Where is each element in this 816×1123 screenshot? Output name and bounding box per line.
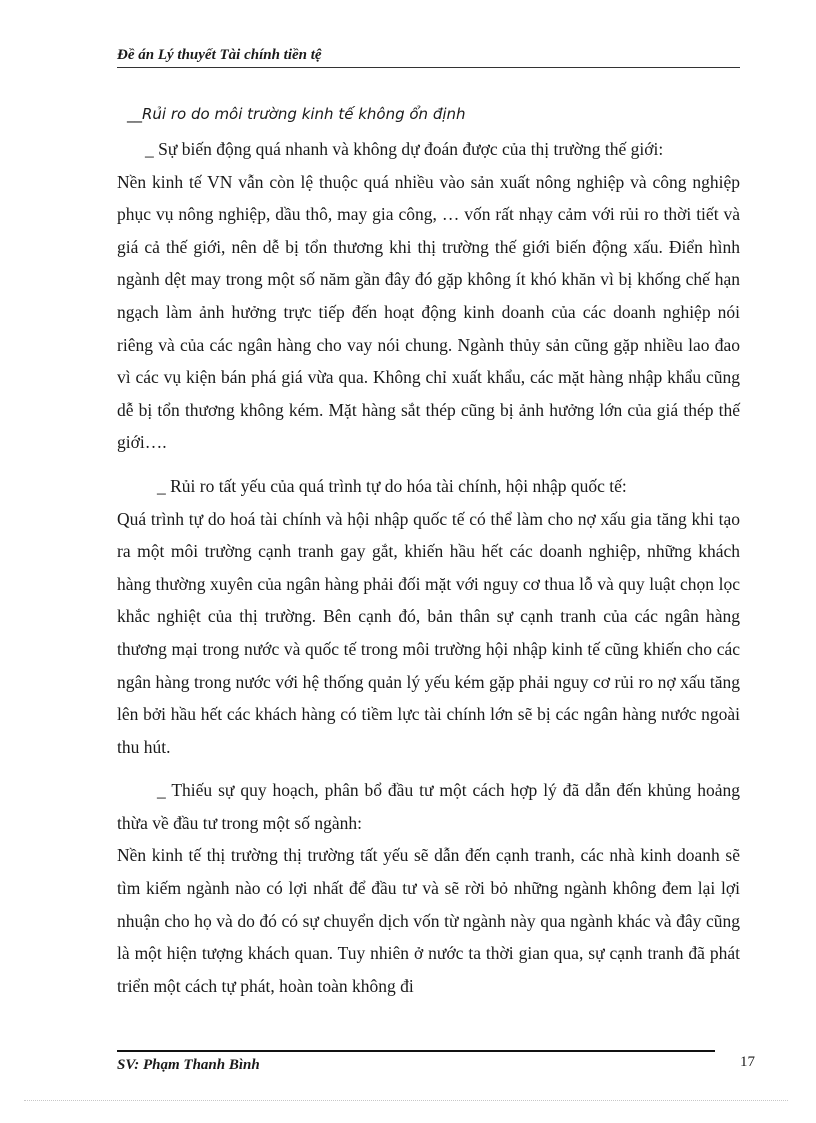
header-rule bbox=[117, 67, 740, 68]
item-3-text: Nền kinh tế thị trường thị trường tất yếu sẽ dẫn đến cạnh tranh, các nhà kinh doanh sẽ tìm kiếm ngành nào có lợi nhất để đầu tư và sẽ rời bỏ những ngành không đem lại lợi nhuận cho họ và do đó có sự chuyển dịch vốn từ ngành này qua ngành khác và đây cũng là một hiện tượng khách quan. Tuy nhiên ở nước ta thời gian qua, sự cạnh tranh đã phát triển một cách tự phát, hoàn toàn không đi bbox=[117, 845, 740, 996]
item-3-heading: _ Thiếu sự quy hoạch, phân bổ đầu tư một cách hợp lý đã dẫn đến khủng hoảng thừa về đầu tư trong một số ngành: bbox=[117, 780, 740, 833]
item-2-text: Quá trình tự do hoá tài chính và hội nhập quốc tế có thể làm cho nợ xấu gia tăng khi tạo ra một môi trường cạnh tranh gay gắt, khiến hầu hết các doanh nghiệp, những khách hàng thường xuyên của ngân hàng phải đối mặt với nguy cơ thua lỗ và quy luật chọn lọc khắc nghiệt của thị trường. Bên cạnh đó, bản thân sự cạnh tranh của các ngân hàng thương mại trong nước và quốc tế trong môi trường hội nhập kinh tế cũng khiến cho các ngân hàng trong nước với hệ thống quản lý yếu kém gặp phải nguy cơ rủi ro nợ xấu tăng lên bởi hầu hết các khách hàng có tiềm lực tài chính lớn sẽ bị các ngân hàng nước ngoài thu hút. bbox=[117, 508, 740, 757]
item-1-heading: _ Sự biến động quá nhanh và không dự đoán được của thị trường thế giới: bbox=[145, 139, 664, 159]
page-number: 17 bbox=[740, 1054, 755, 1070]
item-1-text: Nền kinh tế VN vẫn còn lệ thuộc quá nhiều vào sản xuất nông nghiệp và công nghiệp phục vụ nông nghiệp, dầu thô, may gia công, … vốn rất nhạy cảm với rủi ro thời tiết và giá cả thế giới, nên dễ bị tổn thương khi thị trường thế giới biến động xấu. Điển hình ngành dệt may trong một số năm gần đây đó gặp không ít khó khăn vì bị khống chế hạn ngạch làm ảnh hưởng trực tiếp đến hoạt động kinh doanh của các doanh nghiệp nói riêng và của các ngân hàng cho vay nói chung. Ngành thủy sản cũng gặp nhiều lao đao vì các vụ kiện bán phá giá vừa qua. Không chỉ xuất khẩu, các mặt hàng nhập khẩu cũng dễ bị tổn thương không kém. Mặt hàng sắt thép cũng bị ảnh hưởng lớn của giá thép thế giới…. bbox=[117, 171, 740, 453]
header-title: Đề án Lý thuyết Tài chính tiền tệ bbox=[117, 47, 322, 63]
footer-author: SV: Phạm Thanh Bình bbox=[117, 1057, 260, 1073]
item-2-heading: _ Rủi ro tất yếu của quá trình tự do hóa tài chính, hội nhập quốc tế: bbox=[157, 475, 627, 496]
page-body bbox=[117, 100, 740, 1002]
footer-rule bbox=[117, 1050, 715, 1052]
page-footer bbox=[117, 1050, 757, 1080]
page-header bbox=[117, 46, 740, 64]
section-heading: __Rủi ro do môi trường kinh tế không ổn định bbox=[127, 105, 466, 123]
page-bottom-edge bbox=[24, 1100, 788, 1101]
